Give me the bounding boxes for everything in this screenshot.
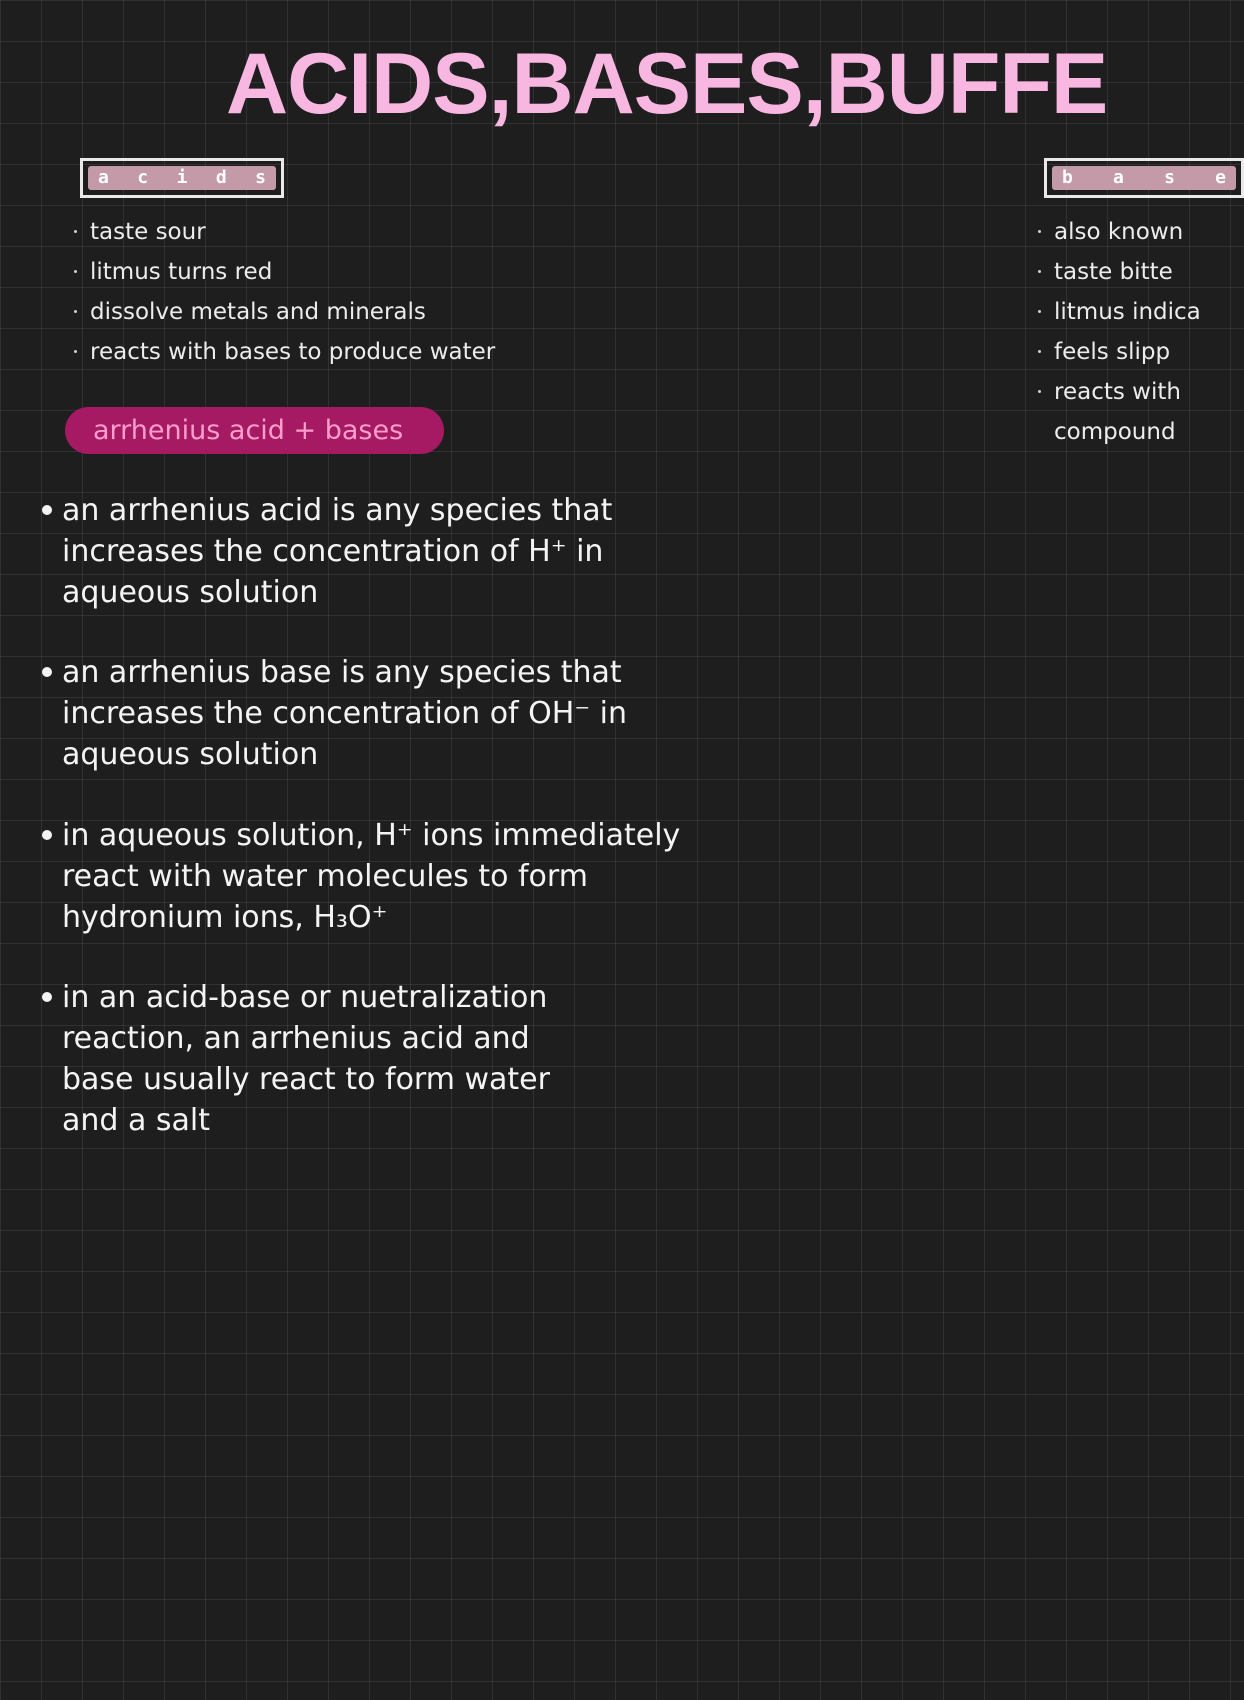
note-paragraph (40, 815, 680, 938)
bullet-dot (1038, 310, 1041, 313)
acid-property-text: reacts with bases to produce water (90, 339, 496, 365)
base-property-text: feels slipp (1054, 339, 1171, 365)
note-line: react with water molecules to form (62, 859, 588, 894)
bullet-dot (1038, 270, 1041, 273)
bullet-dot (74, 230, 77, 233)
note-line: increases the concentration of H⁺ in (62, 534, 604, 569)
list-item (72, 252, 495, 292)
tag-letter: b (1062, 167, 1073, 188)
acids-heading-tag (80, 158, 284, 198)
bases-tag-fill (1052, 166, 1236, 190)
bullet-dot (74, 270, 77, 273)
tag-letter: s (1164, 167, 1175, 188)
note-line: aqueous solution (62, 575, 319, 610)
note-line: hydronium ions, H₃O⁺ (62, 900, 388, 935)
bases-heading-tag (1044, 158, 1244, 198)
bullet-dot (42, 830, 52, 840)
note-line: in aqueous solution, H⁺ ions immediately (62, 818, 681, 853)
tag-letter: c (137, 167, 149, 188)
bullet-dot (42, 505, 52, 515)
note-line: and a salt (62, 1103, 211, 1138)
note-line: aqueous solution (62, 737, 319, 772)
section-heading-pill: arrhenius acid + bases (65, 407, 444, 454)
bullet-dot (1038, 350, 1041, 353)
note-paragraph (40, 652, 627, 775)
list-item (1036, 212, 1201, 252)
list-item (1036, 292, 1201, 332)
tag-letter: e (1215, 167, 1226, 188)
note-line: increases the concentration of OH⁻ in (62, 696, 628, 731)
list-item (72, 332, 495, 372)
list-item (72, 292, 495, 332)
note-line: reaction, an arrhenius acid and (62, 1021, 530, 1056)
bullet-dot (1038, 390, 1041, 393)
list-item (1036, 372, 1201, 412)
bullet-dot (42, 667, 52, 677)
base-property-text: compound (1054, 419, 1176, 445)
base-property-text: also known (1054, 219, 1184, 245)
list-item (1036, 332, 1201, 372)
bullet-dot (74, 350, 77, 353)
bases-properties-list (1036, 212, 1201, 452)
tag-letter: a (98, 167, 109, 188)
note-paragraph (40, 490, 612, 613)
base-property-text: reacts with (1054, 379, 1181, 405)
list-item-continuation (1036, 412, 1201, 452)
base-property-text: litmus indica (1054, 299, 1201, 325)
note-line: in an acid-base or nuetralization (62, 980, 548, 1015)
list-item (72, 212, 495, 252)
tag-letter: i (176, 167, 188, 188)
note-paragraph (40, 977, 550, 1141)
bullet-dot (42, 992, 52, 1002)
acid-property-text: litmus turns red (90, 259, 273, 285)
tag-letter: s (255, 167, 266, 188)
acid-property-text: dissolve metals and minerals (90, 299, 426, 325)
page-title: ACIDS,BASES,BUFFE (226, 36, 1108, 132)
note-line: base usually react to form water (62, 1062, 550, 1097)
acid-property-text: taste sour (90, 219, 206, 245)
bullet-dot (74, 310, 77, 313)
tag-letter: a (1113, 167, 1124, 188)
note-line: an arrhenius base is any species that (62, 655, 622, 690)
bullet-dot (1038, 230, 1041, 233)
note-line: an arrhenius acid is any species that (62, 493, 613, 528)
acids-properties-list (72, 212, 495, 372)
base-property-text: taste bitte (1054, 259, 1173, 285)
tag-letter: d (215, 167, 227, 188)
acids-tag-fill (88, 166, 276, 190)
list-item (1036, 252, 1201, 292)
